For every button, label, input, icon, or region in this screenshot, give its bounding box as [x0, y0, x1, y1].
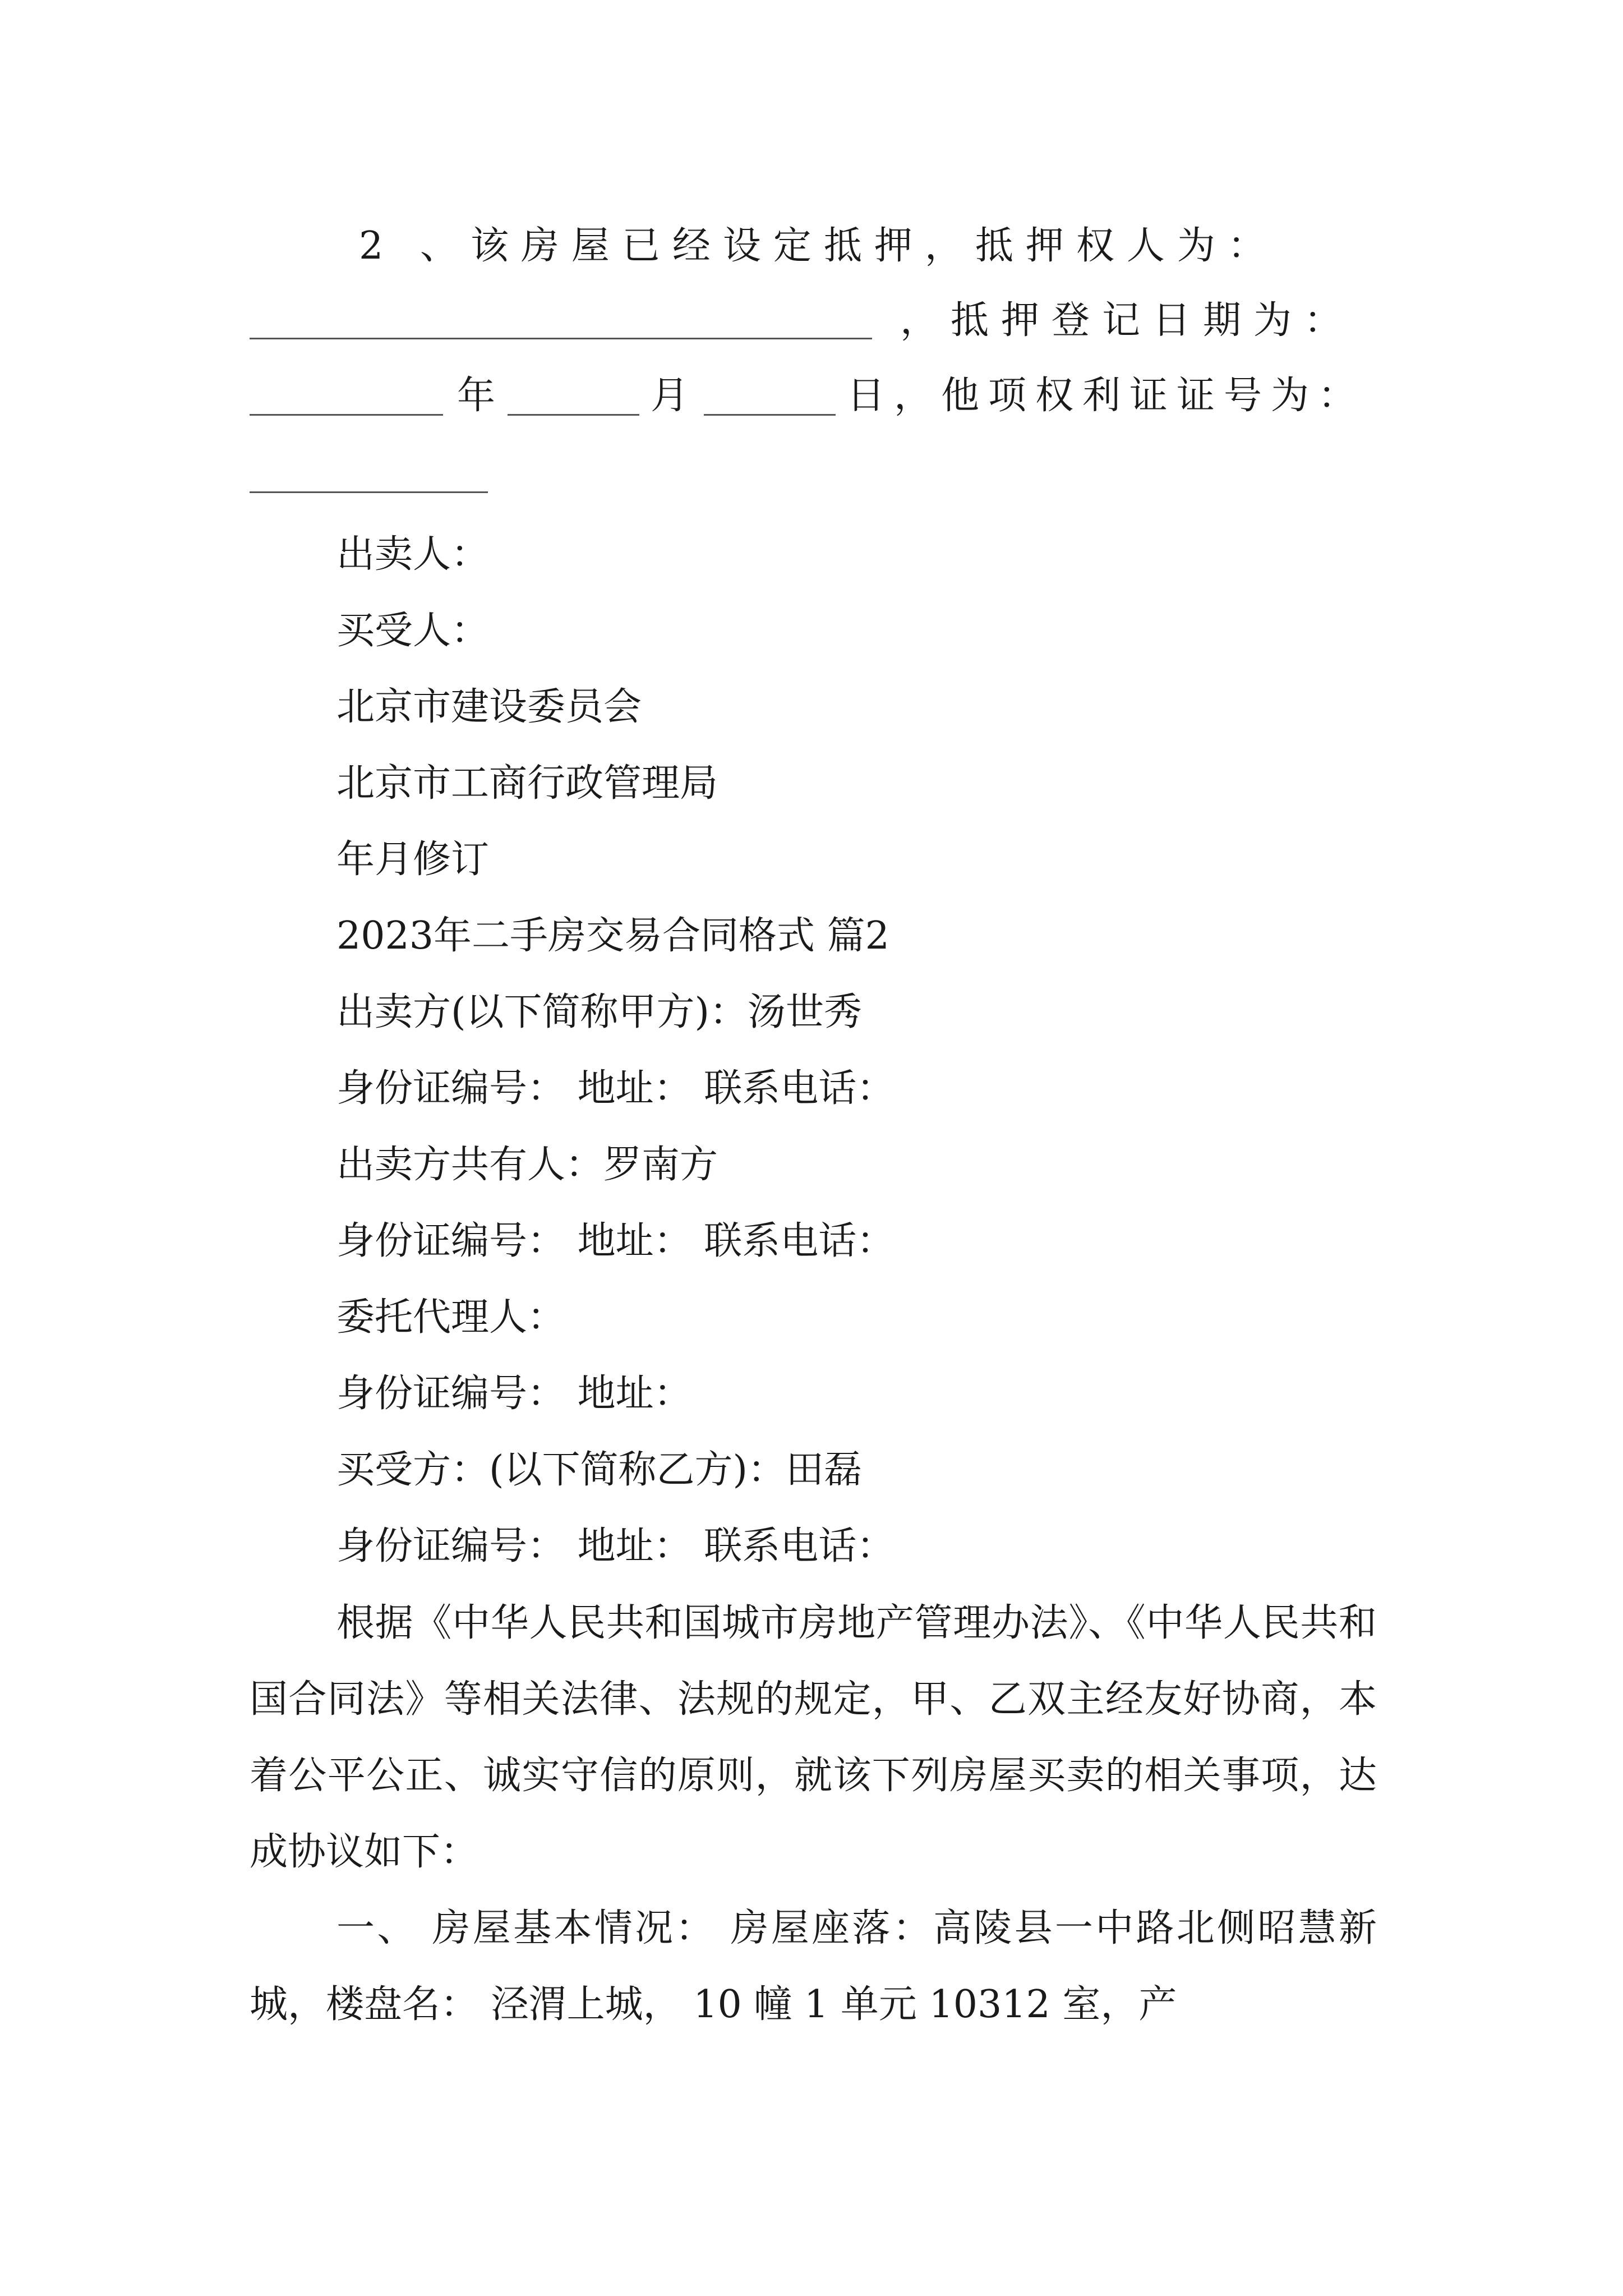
cert-number-blank[interactable] — [250, 491, 488, 493]
section-1-paragraph: 一、 房屋基本情况： 房屋座落：高陵县一中路北侧昭慧新城，楼盘名： 泾渭上城， 10 幢 1 单元 10312 室，产 — [250, 1906, 1377, 2027]
party-b-line: 买受方：(以下简称乙方)：田磊 — [336, 1448, 863, 1492]
mortgage-line-2: ，抵押登记日期为： — [900, 298, 1355, 343]
party-a-line: 出卖方(以下简称甲方)：汤世秀 — [336, 990, 863, 1034]
mortgage-line-1: 2 、该房屋已经设定抵押，抵押权人为： — [359, 224, 1278, 268]
buyer-label: 买受人： — [336, 609, 490, 653]
day-and-cert-label: 日，他项权利证证号为： — [847, 374, 1366, 418]
org-construction-committee: 北京市建设委员会 — [336, 685, 642, 729]
year-label: 年 — [457, 374, 496, 418]
revision-note: 年月修订 — [336, 838, 490, 882]
month-label: 月 — [651, 374, 689, 418]
seller-label: 出卖人： — [336, 532, 490, 577]
agent-line: 委托代理人： — [336, 1295, 566, 1340]
co-owner-id-line: 身份证编号： 地址： 联系电话： — [336, 1219, 895, 1263]
org-industry-commerce-bureau: 北京市工商行政管理局 — [336, 761, 718, 806]
year-blank[interactable] — [250, 414, 443, 416]
co-owner-line: 出卖方共有人：罗南方 — [336, 1143, 718, 1187]
party-a-id-line: 身份证编号： 地址： 联系电话： — [336, 1066, 895, 1111]
basis-paragraph: 根据《中华人民共和国城市房地产管理办法》、《中华人民共和国合同法》等相关法律、法规的规定，甲、乙双主经友好协商，本着公平公正、诚实守信的原则，就该下列房屋买卖的相关事项，达成协议如下： — [250, 1601, 1377, 1874]
day-blank[interactable] — [704, 414, 836, 416]
section-title: 2023年二手房交易合同格式 篇2 — [336, 914, 889, 958]
agent-id-line: 身份证编号： 地址： — [336, 1372, 692, 1416]
month-blank[interactable] — [508, 414, 639, 416]
party-b-id-line: 身份证编号： 地址： 联系电话： — [336, 1524, 895, 1568]
mortgagee-blank[interactable] — [250, 338, 872, 339]
